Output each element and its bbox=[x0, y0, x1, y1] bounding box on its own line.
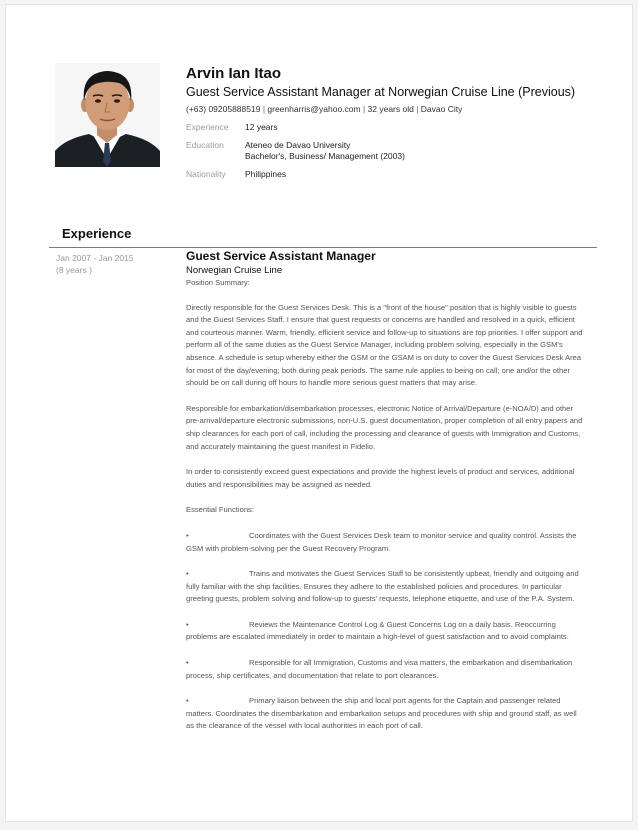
function-item bbox=[186, 619, 584, 644]
nationality-value: Philippines bbox=[245, 169, 287, 179]
candidate-name: Arvin Ian Itao bbox=[186, 65, 282, 82]
bullet: • bbox=[186, 658, 189, 668]
experience-row bbox=[186, 122, 606, 133]
functions-label: Essential Functions: bbox=[186, 505, 254, 515]
phone-number: (+63) 09205888519 bbox=[186, 104, 261, 114]
experience-value: 12 years bbox=[245, 122, 278, 132]
function-text: Reviews the Maintenance Control Log & Guest Concerns Log on a daily basis. Reoccurring problems are escalated immediately in order to maintain a high-level of guest satisfaction and to avoid complaints. bbox=[186, 619, 569, 642]
education-value bbox=[245, 140, 405, 162]
education-row bbox=[186, 140, 606, 162]
job-description bbox=[186, 277, 584, 733]
company-name: Norwegian Cruise Line bbox=[186, 265, 283, 276]
bullet: • bbox=[186, 619, 189, 629]
nationality-row bbox=[186, 169, 606, 180]
age: 32 years old bbox=[367, 104, 414, 114]
separator: | bbox=[360, 104, 368, 114]
bullet: • bbox=[186, 696, 189, 706]
education-label: Education bbox=[186, 140, 224, 150]
education-degree: Bachelor's, Business/ Management (2003) bbox=[245, 151, 405, 161]
profile-photo bbox=[55, 63, 160, 167]
experience-section-title: Experience bbox=[62, 226, 132, 241]
responsibilities-paragraph: Responsible for embarkation/disembarkation processes, electronic Notice of Arrival/Departure (e-NOA/D) and other pre-arrival/departure electronic submissions, non-U.S. guest documentation, proper completion of all entry papers and ship clearances for each port of call, including the processing and clearance of guests with Immigration and Customs, and accurately maintaining the guest manifest in Fidelio. bbox=[186, 403, 583, 451]
job-title: Guest Service Assistant Manager bbox=[186, 249, 376, 263]
bullet: • bbox=[186, 569, 189, 579]
job-entry bbox=[186, 249, 584, 733]
function-item bbox=[186, 657, 584, 682]
email-address: greenharris@yahoo.com bbox=[267, 104, 361, 114]
location: Davao City bbox=[420, 104, 463, 114]
candidate-headline: Guest Service Assistant Manager at Norwegian Cruise Line (Previous) bbox=[186, 85, 576, 99]
function-text: Primary liaison between the ship and local port agents for the Captain and passenger related matters. Coordinates the disembarkation and embarkation setups and procedures with ship and ground staff, as well as the clearance of the vessel with local authorities in each port of call. bbox=[186, 696, 577, 731]
profile-header bbox=[186, 65, 606, 180]
duration: (8 years ) bbox=[56, 265, 92, 275]
nationality-label: Nationality bbox=[186, 169, 226, 179]
job-dates bbox=[56, 252, 134, 276]
function-item bbox=[186, 530, 584, 555]
function-item bbox=[186, 568, 584, 606]
date-range: Jan 2007 - Jan 2015 bbox=[56, 253, 134, 263]
section-divider bbox=[49, 247, 597, 248]
separator: | bbox=[260, 104, 268, 114]
function-text: Trains and motivates the Guest Services Staff to be consistently upbeat, friendly and outgoing and fully familiar with the ship facilities. Ensures they adhere to the established policies and procedures. In particular greeting guests, problem solving and follow-up to guests' requests, telephone etiquette, and use of the P.A. System. bbox=[186, 569, 579, 604]
bullet: • bbox=[186, 530, 189, 540]
summary-label: Position Summary: bbox=[186, 278, 250, 287]
experience-label: Experience bbox=[186, 122, 229, 132]
education-school: Ateneo de Davao University bbox=[245, 140, 351, 150]
summary-paragraph: Directly responsible for the Guest Services Desk. This is a "front of the house" position that is highly visible to guests and the Guest Services Staff. I ensure that guest requests or concerns are handled and resolved in a quick, efficient and courteous manner. Warm, friendly, efficient service and follow-up to situations are top priorities. I offer support and perform all of the same duties as the Guest Service Manager, including problem solving, especially in the GSM's absence. A schedule is setup whereby either the GSM or the GSAM is on duty to cover the Guest Services Desk Area for most of the day/evening; both during peak periods. The same rule applies to being on call; one and/or the other should be on call during off hours to handle more serious guest matters that may arise. bbox=[186, 302, 583, 388]
contact-line bbox=[186, 104, 606, 115]
function-item bbox=[186, 695, 584, 733]
separator: | bbox=[413, 104, 421, 114]
resume-page bbox=[5, 4, 633, 822]
function-text: Responsible for all Immigration, Customs and visa matters, the embarkation and disembarkation process, ship certificates, and documentation that relate to port clearances. bbox=[186, 658, 573, 680]
expectations-paragraph: In order to consistently exceed guest expectations and provide the highest levels of product and services, additional duties and responsibilities may be assigned as needed. bbox=[186, 467, 575, 489]
function-text: Coordinates with the Guest Services Desk team to monitor service and quality control. Assists the GSM with problem-solving per the Guest Recovery Program. bbox=[186, 530, 577, 553]
